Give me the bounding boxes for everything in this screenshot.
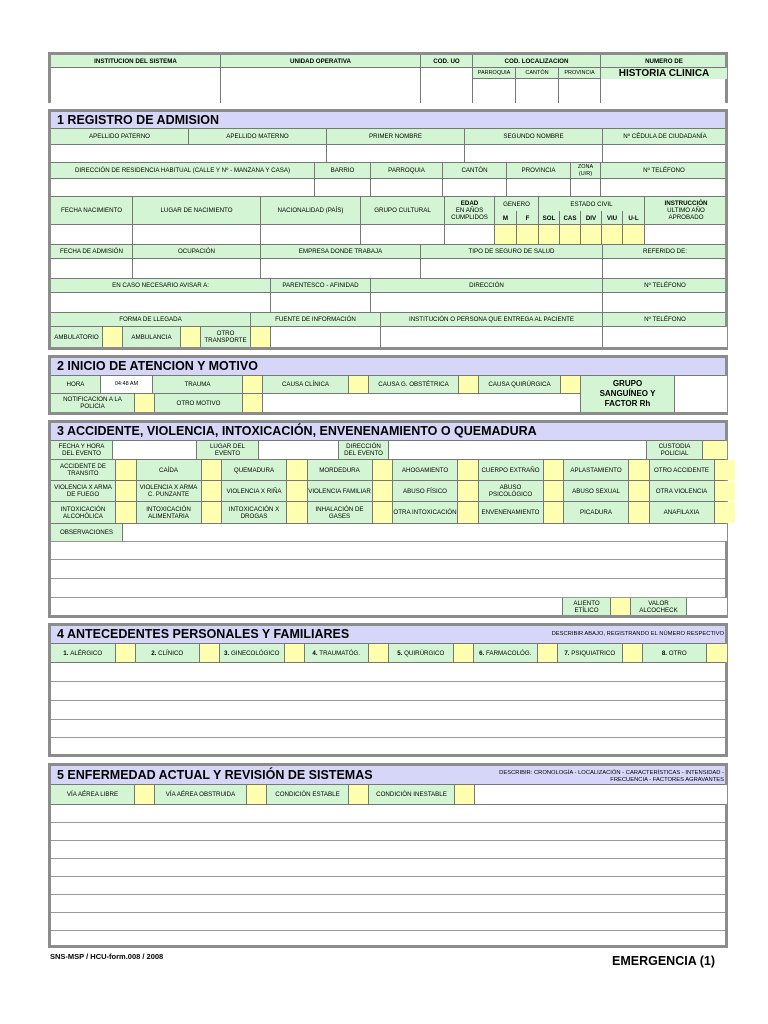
section-inicio-atencion — [48, 355, 728, 415]
condicion-estable-check[interactable] — [349, 785, 369, 804]
notif-text-1: NOTIFICACION A LA — [63, 396, 122, 403]
grupo-sanguineo-label — [581, 376, 675, 412]
instruccion-label — [645, 197, 727, 224]
lugar-nacimiento-label: LUGAR DE NACIMIENTO — [133, 197, 261, 224]
ultimo-ano-text: ULTIMO AÑO — [667, 207, 705, 214]
otro-text: OTRO — [216, 330, 235, 337]
causa-quirurgica-check[interactable] — [561, 376, 581, 393]
fecha-evento-text-1: FECHA Y HORA — [58, 443, 105, 450]
genero-m-label: M — [495, 211, 517, 225]
lugar-evento-field[interactable] — [259, 441, 339, 459]
observaciones-line-4[interactable] — [51, 598, 563, 615]
fecha-evento-field[interactable] — [113, 441, 197, 459]
lugar-evento-text-2: EVENTO — [214, 450, 241, 457]
avisar-a-field[interactable] — [51, 293, 271, 312]
section-2-title: 2 INICIO DE ATENCION Y MOTIVO — [57, 359, 258, 373]
evento-option-check[interactable] — [202, 481, 223, 501]
antecedente-text: QUIRÚRGICO — [404, 649, 445, 657]
causa-quirurgica-label: CAUSA QUIRÚRGICA — [479, 376, 561, 393]
antecedente-label — [51, 644, 116, 662]
note-text-1: DESCRIBIR: CRONOLOGÍA - LOCALIZACIÓN - CARACTERÍSTICAS - INTENSIDAD - — [499, 770, 724, 776]
forma-llegada-label: FORMA DE LLEGADA — [51, 313, 251, 326]
telefono-aviso-field[interactable] — [603, 293, 727, 312]
fecha-nacimiento-label: FECHA NACIMIENTO — [51, 197, 133, 224]
antecedente-label — [220, 644, 285, 662]
evento-option-label: VIOLENCIA X ARMA DE FUEGO — [51, 481, 116, 501]
parroquia-s1-field[interactable] — [371, 179, 443, 196]
trauma-label: TRAUMA — [153, 376, 243, 393]
causa-clinica-check[interactable] — [349, 376, 369, 393]
telefono-field[interactable] — [601, 179, 727, 196]
antecedente-number: 5. — [397, 649, 403, 657]
unidad-label: UNIDAD OPERATIVA — [221, 55, 421, 67]
estado-ul-label: U-L — [623, 211, 645, 225]
genero-f-label: F — [517, 211, 539, 225]
otro-transporte-check[interactable] — [251, 327, 271, 347]
provincia-label: PROVINCIA — [559, 68, 601, 79]
cedula-field[interactable] — [603, 145, 727, 162]
edad-field[interactable] — [445, 225, 495, 244]
section-antecedentes — [48, 623, 728, 757]
valor-text-2: ALCOCHECK — [639, 606, 678, 614]
antecedente-check[interactable] — [116, 644, 136, 662]
historia-clinica-label: HISTORIA CLÍNICA — [601, 68, 727, 79]
grupo-text-3: FACTOR Rh — [604, 399, 651, 408]
estado-div-check[interactable] — [581, 225, 602, 244]
section-enfermedad-actual — [48, 763, 728, 948]
header-box — [48, 52, 728, 103]
fecha-admision-label: FECHA DE ADMISIÓN — [51, 245, 133, 258]
instruccion-text: INSTRUCCIÓN — [664, 200, 708, 207]
referido-field[interactable] — [603, 259, 727, 278]
parroquia-s1-label: PARROQUIA — [371, 163, 443, 178]
dir-evento-text-2: DEL EVENTO — [344, 450, 383, 457]
evento-option-label: PICADURA — [564, 502, 629, 523]
fuente-informacion-label: FUENTE DE INFORMACIÓN — [251, 313, 381, 326]
custodia-text-1: CUSTODIA — [658, 443, 691, 450]
section-1-title: 1 REGISTRO DE ADMISION — [57, 112, 220, 127]
evento-option-label: INTOXICACIÓN X DROGAS — [222, 502, 287, 523]
evento-option-check[interactable] — [287, 460, 308, 480]
edad-text: EDAD — [460, 200, 479, 207]
estado-cas-label: CAS — [560, 211, 581, 225]
ocupacion-label: OCUPACIÓN — [133, 245, 261, 258]
causa-obstetrica-check[interactable] — [459, 376, 479, 393]
antecedentes-line-5[interactable] — [51, 738, 725, 754]
evento-option-label: VIOLENCIA X RIÑA — [222, 481, 287, 501]
antecedentes-line-4[interactable] — [51, 720, 725, 738]
evento-option-label: ENVENENAMIENTO — [479, 502, 544, 523]
evento-option-label: OTRO ACCIDENTE — [650, 460, 715, 480]
estado-viu-check[interactable] — [602, 225, 623, 244]
condicion-estable-label: CONDICIÓN ESTABLE — [267, 785, 349, 804]
antecedente-text: GINECOLÓGICO — [230, 649, 280, 657]
barrio-field[interactable] — [315, 179, 371, 196]
telefono-label: Nº TELÉFONO — [643, 167, 685, 174]
evento-option-label: APLASTAMIENTO — [564, 460, 629, 480]
evento-option-check[interactable] — [373, 502, 394, 523]
evento-option-label: AHOGAMIENTO — [393, 460, 458, 480]
aliento-text-2: ETÍLICO — [574, 606, 599, 614]
enfermedad-line-7[interactable] — [51, 913, 725, 931]
antecedentes-line-1[interactable] — [51, 663, 725, 682]
evento-option-label: INTOXICACIÓN ALCOHÓLICA — [51, 502, 116, 523]
direccion-residencia-field[interactable] — [51, 179, 315, 196]
evento-grid — [51, 460, 725, 523]
evento-option-label: ACCIDENTE DE TRANSITO — [51, 460, 116, 480]
segundo-nombre-label: SEGUNDO NOMBRE — [465, 129, 603, 144]
evento-option-check[interactable] — [373, 460, 394, 480]
grupo-text-1: GRUPO — [612, 379, 643, 388]
evento-option-check[interactable] — [116, 481, 137, 501]
direccion-evento-field[interactable] — [389, 441, 647, 459]
antecedente-check[interactable] — [623, 644, 643, 662]
antecedentes-row — [51, 644, 725, 663]
telefono-entrega-label: Nº TELÉFONO — [644, 316, 686, 323]
provincia-s1-label: PROVINCIA — [507, 163, 571, 178]
estado-civil-label: ESTADO CIVIL — [539, 197, 645, 211]
zona-ur-text: (U/R) — [578, 170, 593, 177]
valor-alcocheck-field[interactable] — [687, 598, 727, 615]
lugar-nacimiento-field[interactable] — [133, 225, 261, 244]
historia-clinica-field[interactable] — [601, 79, 727, 103]
evento-option-check[interactable] — [629, 481, 650, 501]
evento-option-label: VIOLENCIA X ARMA C. PUNZANTE — [137, 481, 202, 501]
evento-option-label: OTRA INTOXICACIÓN — [393, 502, 458, 523]
evento-option-check[interactable] — [373, 481, 394, 501]
causa-obstetrica-label: CAUSA G. OBSTÉTRICA — [369, 376, 459, 393]
via-aerea-obstruida-check[interactable] — [247, 785, 267, 804]
section-3-title: 3 ACCIDENTE, VIOLENCIA, INTOXICACIÓN, ENVENENAMIENTO O QUEMADURA — [57, 424, 537, 438]
trauma-check[interactable] — [243, 376, 263, 393]
grupo-text-2: SANGUÍNEO Y — [599, 389, 656, 398]
telefono-entrega-field[interactable] — [603, 327, 727, 347]
antecedente-text: FARMACOLÓG. — [486, 649, 532, 657]
observaciones-field[interactable] — [123, 524, 727, 541]
evento-option-label: VIOLENCIA FAMILIAR — [308, 481, 373, 501]
custodia-text-2: POLICIAL — [660, 450, 689, 457]
antecedente-number: 6. — [479, 649, 485, 657]
antecedente-label — [136, 644, 201, 662]
antecedente-number: 1. — [63, 649, 69, 657]
aliento-text-1: ALIENTO — [573, 599, 600, 607]
antecedente-number: 7. — [564, 649, 570, 657]
section-accidente — [48, 420, 728, 618]
observaciones-line-3[interactable] — [51, 579, 725, 598]
antecedente-check[interactable] — [285, 644, 305, 662]
empresa-label: EMPRESA DONDE TRABAJA — [261, 245, 421, 258]
aprobado-text: APROBADO — [668, 214, 704, 221]
evento-option-label: ANAFILAXIA — [650, 502, 715, 523]
edad-label — [445, 197, 495, 224]
ambulancia-label: AMBULANCIA — [123, 327, 181, 347]
evento-grid-row — [51, 481, 725, 502]
notificacion-policia-label — [51, 394, 135, 412]
evento-option-check[interactable] — [544, 481, 565, 501]
antecedente-label — [474, 644, 539, 662]
enfermedad-field[interactable] — [475, 785, 727, 804]
parroquia-field[interactable] — [473, 79, 516, 103]
parroquia-label: PARROQUIA — [473, 68, 516, 79]
estado-div-label: DIV — [581, 211, 602, 225]
provincia-s1-field[interactable] — [507, 179, 571, 196]
otro-motivo-label: OTRO MOTIVO — [155, 394, 243, 412]
antecedente-number: 3. — [224, 649, 230, 657]
direccion-residencia-label: DIRECCIÓN DE RESIDENCIA HABITUAL (CALLE Y Nº - MANZANA Y CASA) — [51, 163, 315, 178]
enfermedad-line-6[interactable] — [51, 895, 725, 913]
antecedente-check[interactable] — [454, 644, 474, 662]
antecedentes-line-3[interactable] — [51, 701, 725, 720]
otro-motivo-check[interactable] — [243, 394, 263, 412]
genero-f-check[interactable] — [517, 225, 539, 244]
nacionalidad-label: NACIONALIDAD (PAÍS) — [261, 197, 361, 224]
otro-motivo-field[interactable] — [263, 394, 581, 412]
evento-option-check[interactable] — [287, 481, 308, 501]
telefono-aviso-label: Nº TELÉFONO — [644, 282, 686, 289]
via-aerea-libre-label: VÍA AÉREA LIBRE — [51, 785, 135, 804]
condicion-inestable-label: CONDICIÓN INESTABLE — [369, 785, 455, 804]
evento-option-check[interactable] — [715, 460, 736, 480]
antecedente-text: ALÉRGICO — [70, 649, 103, 657]
genero-label: GENERO — [495, 197, 539, 211]
institucion-entrega-label: INSTITUCIÓN O PERSONA QUE ENTREGA AL PACIENTE — [381, 313, 603, 326]
zona-label — [571, 163, 601, 178]
direccion-aviso-label: DIRECCIÓN — [371, 279, 603, 292]
observaciones-line-2[interactable] — [51, 560, 725, 579]
edad-cumplidos-text: CUMPLIDOS — [451, 214, 488, 221]
grupo-cultural-label: GRUPO CULTURAL — [361, 197, 445, 224]
dir-evento-text-1: DIRECCIÓN — [346, 443, 381, 450]
evento-grid-row — [51, 502, 725, 523]
antecedente-check[interactable] — [369, 644, 389, 662]
evento-option-label: OTRA VIOLENCIA — [650, 481, 715, 501]
antecedente-check[interactable] — [538, 644, 558, 662]
section-registro-admision — [48, 109, 728, 350]
evento-option-check[interactable] — [116, 502, 137, 523]
evento-option-check[interactable] — [715, 481, 736, 501]
referido-label: REFERIDO DE: — [642, 248, 687, 255]
hora-label: HORA — [51, 376, 101, 393]
estado-sol-label: SOL — [539, 211, 560, 225]
note-text-2: FRECUENCIA - FACTORES AGRAVANTES — [610, 777, 724, 783]
custodia-policial-label — [647, 441, 703, 459]
canton-field[interactable] — [516, 79, 559, 103]
evento-option-label: INTOXICACIÓN ALIMENTARIA — [137, 502, 202, 523]
antecedente-text: OTRO — [668, 649, 687, 657]
apellido-paterno-label: APELLIDO PATERNO — [51, 129, 189, 144]
antecedentes-line-2[interactable] — [51, 682, 725, 701]
zona-text: ZONA — [577, 163, 594, 170]
antecedente-text: PSIQUIATRICO — [571, 649, 616, 657]
seguro-field[interactable] — [421, 259, 603, 278]
evento-option-check[interactable] — [287, 502, 308, 523]
evento-option-label: MORDEDURA — [308, 460, 373, 480]
hora-field[interactable]: 04:48 AM — [101, 376, 153, 393]
valor-text-1: VALOR — [648, 599, 669, 607]
cod-localizacion-label: COD. LOCALIZACION — [473, 55, 601, 67]
fecha-admision-field[interactable] — [51, 259, 133, 278]
transporte-text: TRANSPORTE — [204, 337, 247, 344]
direccion-aviso-field[interactable] — [371, 293, 603, 312]
evento-option-check[interactable] — [458, 502, 479, 523]
segundo-nombre-field[interactable] — [465, 145, 603, 162]
antecedente-label — [305, 644, 370, 662]
grupo-sanguineo-field[interactable] — [675, 376, 727, 412]
ocupacion-field[interactable] — [133, 259, 261, 278]
provincia-field[interactable] — [559, 79, 601, 103]
evento-grid-row — [51, 460, 725, 481]
via-aerea-obstruida-label: VÍA AÉREA OBSTRUIDA — [155, 785, 247, 804]
apellido-materno-label: APELLIDO MATERNO — [189, 129, 327, 144]
unidad-field[interactable] — [221, 68, 421, 103]
section-5-note — [471, 766, 727, 784]
cod-uo-field[interactable] — [421, 68, 473, 103]
estado-viu-label: VIU — [602, 211, 623, 225]
instruccion-field[interactable] — [645, 225, 727, 244]
antecedente-text: TRAUMATÓG. — [319, 649, 361, 657]
antecedente-label — [389, 644, 454, 662]
ambulancia-check[interactable] — [181, 327, 201, 347]
evento-option-check[interactable] — [629, 460, 650, 480]
enfermedad-line-3[interactable] — [51, 841, 725, 859]
section-4-note: DESCRIBIR ABAJO, REGISTRANDO EL NÚMERO RESPECTIVO — [551, 631, 724, 637]
antecedente-label — [558, 644, 623, 662]
antecedente-label — [643, 644, 708, 662]
ambulatorio-check[interactable] — [103, 327, 123, 347]
evento-option-check[interactable] — [629, 502, 650, 523]
nacionalidad-field[interactable] — [261, 225, 361, 244]
primer-nombre-field[interactable] — [327, 145, 465, 162]
otro-transporte-label — [201, 327, 251, 347]
antecedente-number: 2. — [151, 649, 157, 657]
apellidos-field[interactable] — [51, 145, 327, 162]
enfermedad-line-2[interactable] — [51, 823, 725, 841]
fecha-nacimiento-field[interactable] — [51, 225, 133, 244]
form-code: SNS-MSP / HCU-form.008 / 2008 — [50, 952, 164, 961]
genero-m-check[interactable] — [495, 225, 517, 244]
lugar-evento-text-1: LUGAR DEL — [209, 443, 246, 450]
enfermedad-line-5[interactable] — [51, 877, 725, 895]
aliento-etilico-check[interactable] — [611, 598, 631, 615]
section-4-title: 4 ANTECEDENTES PERSONALES Y FAMILIARES — [57, 627, 350, 641]
parentesco-label: PARENTESCO - AFINIDAD — [271, 279, 371, 292]
evento-option-label: ABUSO FÍSICO — [393, 481, 458, 501]
avisar-a-label: EN CASO NECESARIO AVISAR A: — [51, 279, 271, 292]
evento-option-label: QUEMADURA — [222, 460, 287, 480]
zona-field[interactable] — [571, 179, 601, 196]
observaciones-line-1[interactable] — [51, 541, 725, 560]
fecha-evento-text-2: DEL EVENTO — [62, 450, 101, 457]
evento-option-check[interactable] — [715, 502, 736, 523]
lugar-evento-label — [197, 441, 259, 459]
section-5-title: 5 ENFERMEDAD ACTUAL Y REVISIÓN DE SISTEMAS — [57, 767, 373, 782]
condicion-inestable-check[interactable] — [455, 785, 475, 804]
numero-de-label: NUMERO DE — [645, 57, 683, 65]
valor-alcocheck-label — [631, 598, 687, 615]
grupo-cultural-field[interactable] — [361, 225, 445, 244]
primer-nombre-label: PRIMER NOMBRE — [327, 129, 465, 144]
estado-cas-check[interactable] — [560, 225, 581, 244]
institucion-label: INSTITUCION DEL SISTEMA — [51, 55, 221, 67]
evento-option-label: ABUSO PSICOLÓGICO — [479, 481, 544, 501]
canton-s1-label: CANTÓN — [443, 163, 507, 178]
cod-uo-label: COD. UO — [421, 55, 473, 67]
fecha-evento-label — [51, 441, 113, 459]
aliento-etilico-label — [563, 598, 611, 615]
custodia-policial-check[interactable] — [703, 441, 727, 459]
notificacion-policia-check[interactable] — [135, 394, 155, 412]
evento-option-label: CAÍDA — [137, 460, 202, 480]
evento-option-label: ABUSO SEXUAL — [564, 481, 629, 501]
causa-clinica-label: CAUSA CLÍNICA — [263, 376, 349, 393]
evento-option-check[interactable] — [202, 502, 223, 523]
antecedente-number: 4. — [312, 649, 318, 657]
fuente-informacion-field[interactable] — [271, 327, 381, 347]
enfermedad-line-1[interactable] — [51, 805, 725, 823]
evento-option-label: CUERPO EXTRAÑO — [479, 460, 544, 480]
notif-text-2: POLICIA — [80, 403, 105, 410]
enfermedad-line-8[interactable] — [51, 931, 725, 945]
direccion-evento-label — [339, 441, 389, 459]
evento-option-check[interactable] — [544, 502, 565, 523]
antecedente-number: 8. — [661, 649, 668, 657]
page-label: EMERGENCIA (1) — [612, 954, 716, 968]
evento-option-check[interactable] — [458, 460, 479, 480]
barrio-label: BARRIO — [315, 163, 371, 178]
estado-sol-check[interactable] — [539, 225, 560, 244]
ambulatorio-label: AMBULATORIO — [51, 327, 103, 347]
evento-option-check[interactable] — [458, 481, 479, 501]
via-aerea-libre-check[interactable] — [135, 785, 155, 804]
antecedente-check[interactable] — [707, 644, 727, 662]
evento-option-label: INHALACIÓN DE GASES — [308, 502, 373, 523]
evento-option-check[interactable] — [116, 460, 137, 480]
canton-label: CANTÓN — [516, 68, 559, 79]
antecedente-check[interactable] — [200, 644, 220, 662]
institucion-field[interactable] — [51, 68, 221, 103]
estado-ul-check[interactable] — [623, 225, 645, 244]
canton-s1-field[interactable] — [443, 179, 507, 196]
observaciones-label: OBSERVACIONES — [51, 524, 123, 541]
institucion-entrega-field[interactable] — [381, 327, 603, 347]
evento-option-check[interactable] — [202, 460, 223, 480]
cedula-label: Nº CÉDULA DE CIUDADANÍA — [623, 133, 707, 140]
empresa-field[interactable] — [261, 259, 421, 278]
edad-anos-text: EN AÑOS — [455, 207, 484, 214]
parentesco-field[interactable] — [271, 293, 371, 312]
evento-option-check[interactable] — [544, 460, 565, 480]
antecedente-text: CLÍNICO — [158, 649, 184, 657]
enfermedad-line-4[interactable] — [51, 859, 725, 877]
seguro-label: TIPO DE SEGURO DE SALUD — [421, 245, 603, 258]
